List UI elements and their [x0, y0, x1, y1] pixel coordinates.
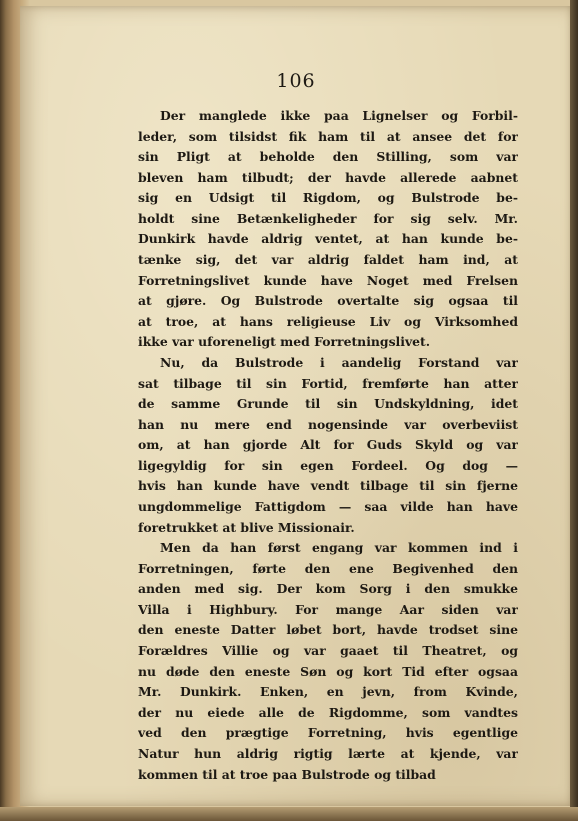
text-line: ligegyldig for sin egen Fordeel. Og dog — [138, 457, 518, 473]
page-number: 106 [276, 70, 316, 92]
text-line: at troe, at hans religieuse Liv og Virksomhed [138, 313, 518, 329]
text-line: Villa i Highbury. For mange Aar siden var [138, 601, 518, 617]
text-line: Forretningslivet kunde have Noget med Frelsen [138, 272, 518, 288]
text-line: Nu, da Bulstrode i aandelig Forstand var [160, 354, 518, 370]
text-line: bleven ham tilbudt; der havde allerede aabnet [138, 169, 518, 185]
text-line: Natur hun aldrig rigtig lærte at kjende, var [138, 745, 518, 761]
text-line: sat tilbage til sin Fortid, fremførte han atter [138, 375, 518, 391]
text-line: de samme Grunde til sin Undskyldning, idet [138, 396, 518, 412]
text-line: kommen til at troe paa Bulstrode og tilbad [138, 766, 436, 782]
text-line: foretrukket at blive Missionair. [138, 519, 355, 535]
text-line: der nu eiede alle de Rigdomme, som vandtes [138, 704, 518, 720]
book-edge-right [570, 0, 578, 821]
text-line: holdt sine Betænkeligheder for sig selv. Mr. [138, 210, 518, 226]
text-line: leder, som tilsidst fik ham til at ansee det for [138, 128, 518, 144]
text-line: Der manglede ikke paa Lignelser og Forbil- [160, 108, 518, 123]
text-line: Forretningen, førte den ene Begivenhed den [138, 560, 518, 576]
text-line: sin Pligt at beholde den Stilling, som var [138, 149, 518, 165]
text-line: ikke var uforeneligt med Forretningslivet. [138, 334, 431, 350]
text-line: ungdommelige Fattigdom — saa vilde han have [138, 498, 518, 514]
text-line: Forældres Villie og var gaaet til Theatret, og [138, 643, 518, 659]
text-line: anden med sig. Der kom Sorg i den smukke [138, 581, 518, 597]
book-page [20, 6, 572, 806]
text-line: Men da han først engang var kommen ind i [160, 540, 518, 556]
text-line: den eneste Datter løbet bort, havde trodset sine [138, 622, 518, 638]
book-edge-bottom [0, 807, 578, 821]
text-line: hvis han kunde have vendt tilbage til sin fjerne [138, 478, 518, 494]
text-line: han nu mere end nogensinde var overbeviist [138, 416, 518, 432]
text-line: nu døde den eneste Søn og kort Tid efter ogsaa [138, 663, 518, 679]
body-text [138, 106, 518, 785]
text-line: Mr. Dunkirk. Enken, en jevn, from Kvinde, [138, 684, 518, 700]
text-line: om, at han gjorde Alt for Guds Skyld og var [138, 437, 518, 453]
text-line: tænke sig, det var aldrig faldet ham ind, at [138, 252, 518, 268]
text-line: Dunkirk havde aldrig ventet, at han kunde be- [138, 231, 518, 247]
text-line: ved den prægtige Forretning, hvis egentlige [138, 725, 518, 741]
text-line: sig en Udsigt til Rigdom, og Bulstrode be- [138, 190, 518, 206]
text-line: at gjøre. Og Bulstrode overtalte sig ogsaa til [138, 293, 518, 309]
